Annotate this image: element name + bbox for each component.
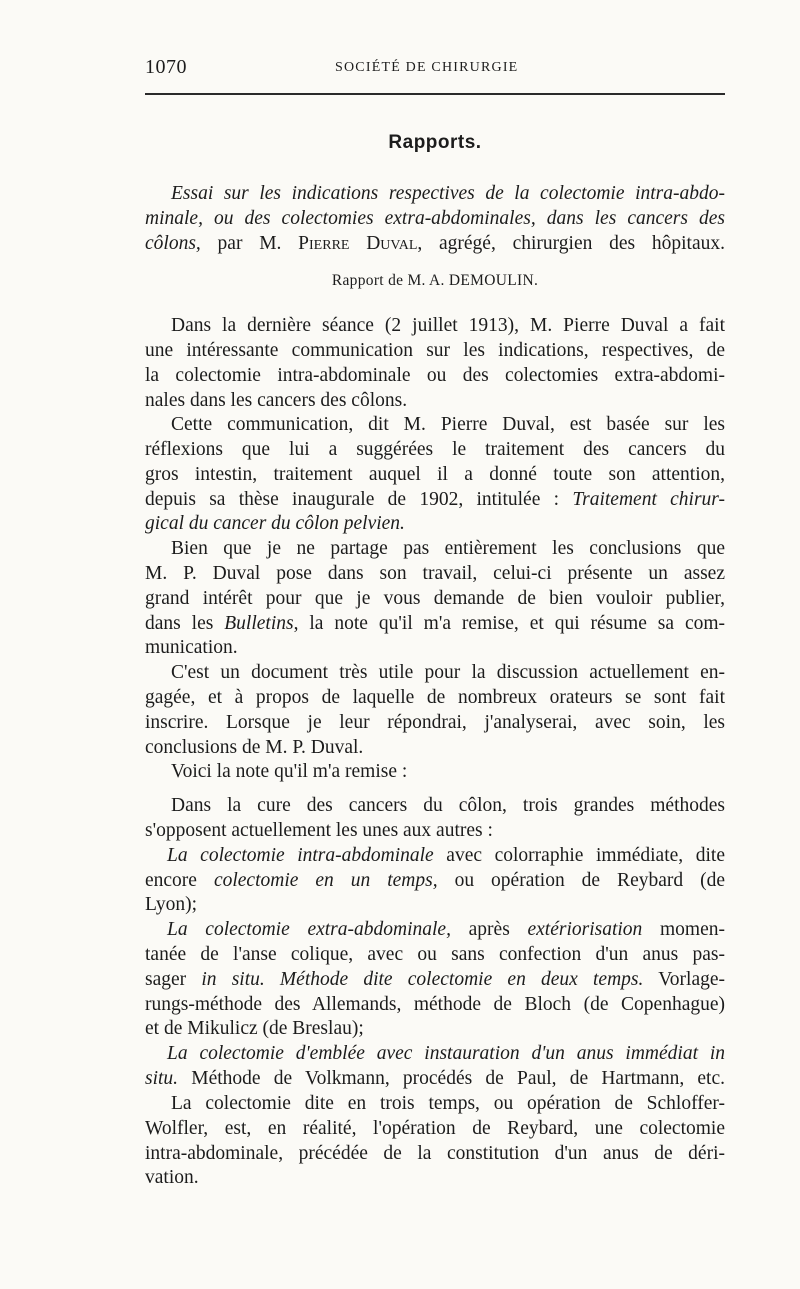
body-line: vation. bbox=[145, 1167, 199, 1188]
body-line: une intéressante communication sur les indications, respectives, de bbox=[145, 340, 725, 361]
body-fragment: depuis sa thèse inaugurale de 1902, intitulée : bbox=[145, 489, 573, 510]
body-fragment: , la note qu'il m'a remise, et qui résume sa com- bbox=[293, 613, 726, 634]
body-line: Wolfler, est, en réalité, l'opération de Reybard, une colectomie bbox=[145, 1118, 725, 1139]
method-line bbox=[145, 844, 725, 868]
section-title: Rapports. bbox=[388, 132, 482, 153]
body-line bbox=[145, 488, 725, 512]
method-line: et de Mikulicz (de Breslau); bbox=[145, 1018, 364, 1039]
body-fragment: après bbox=[450, 919, 528, 940]
body-line: C'est un document très utile pour la discussion actuellement en- bbox=[171, 662, 725, 683]
body-fragment: Vorlage- bbox=[643, 969, 725, 990]
body-line: grand intérêt pour que je vous demande de bien vouloir publier, bbox=[145, 588, 725, 609]
page-number: 1070 bbox=[145, 56, 187, 78]
method-term: in situ. Méthode dite colectomie en deux temps. bbox=[201, 969, 644, 990]
cited-title: Traitement chirur- bbox=[572, 489, 725, 510]
paper-title-line bbox=[145, 232, 725, 256]
body-line: M. P. Duval pose dans son travail, celui-ci présente un assez bbox=[145, 563, 725, 584]
body-line: réflexions que lui a suggérées le traitement des cancers du bbox=[145, 439, 725, 460]
paper-title-line: Essai sur les indications respectives de la colectomie intra-abdo- bbox=[171, 183, 725, 204]
cited-title-line: gical du cancer du côlon pelvien. bbox=[145, 513, 405, 534]
page-header bbox=[145, 56, 725, 84]
method-line: Lyon); bbox=[145, 894, 197, 915]
body-line: s'opposent actuellement les unes aux autres : bbox=[145, 820, 493, 841]
body-line: munication. bbox=[145, 637, 238, 658]
body-line: Dans la cure des cancers du côlon, trois grandes méthodes bbox=[171, 795, 725, 816]
body-line: gagée, et à propos de laquelle de nombreux orateurs se sont fait bbox=[145, 687, 725, 708]
body-line: la colectomie intra-abdominale ou des colectomies extra-abdomi- bbox=[145, 365, 725, 386]
body-line: Voici la note qu'il m'a remise : bbox=[171, 761, 408, 782]
method-term: situ. bbox=[145, 1068, 179, 1089]
body-fragment: Méthode de Volkmann, procédés de Paul, de Hartmann, etc. bbox=[178, 1068, 725, 1089]
method-name: La colectomie extra-abdominale, bbox=[167, 919, 451, 940]
body-line: Bien que je ne partage pas entièrement les conclusions que bbox=[171, 538, 725, 559]
method-line bbox=[145, 968, 725, 992]
body-line bbox=[145, 612, 725, 636]
paper-title-fragment: par M. bbox=[200, 233, 299, 254]
method-line bbox=[145, 869, 725, 893]
method-name: La colectomie intra-abdominale bbox=[167, 845, 434, 866]
running-head: SOCIÉTÉ DE CHIRURGIE bbox=[335, 60, 519, 75]
method-line bbox=[145, 1067, 725, 1091]
body-fragment: avec colorraphie immédiate, dite bbox=[433, 845, 725, 866]
method-line: tanée de l'anse colique, avec ou sans confection d'un anus pas- bbox=[145, 944, 725, 965]
header-rule bbox=[145, 93, 725, 95]
body-fragment: sager bbox=[145, 969, 202, 990]
paper-title-fragment: , agrégé, chirurgien des hôpitaux. bbox=[417, 233, 725, 254]
body-line: nales dans les cancers des côlons. bbox=[145, 390, 408, 411]
author-name: Pierre Duval bbox=[298, 233, 418, 254]
paper-title-line: minale, ou des colectomies extra-abdominales, dans les cancers des bbox=[145, 208, 725, 229]
body-line: intra-abdominale, précédée de la constitution d'un anus de déri- bbox=[145, 1143, 725, 1164]
body-line: inscrire. Lorsque je leur répondrai, j'analyserai, avec soin, les bbox=[145, 712, 725, 733]
body-line: conclusions de M. P. Duval. bbox=[145, 737, 364, 758]
report-attribution: Rapport de M. A. DEMOULIN. bbox=[331, 272, 539, 289]
body-fragment: momen- bbox=[642, 919, 725, 940]
body-fragment: encore bbox=[145, 870, 214, 891]
method-line bbox=[145, 918, 725, 942]
body-line: Cette communication, dit M. Pierre Duval, est basée sur les bbox=[171, 414, 725, 435]
body-fragment: dans les bbox=[145, 613, 225, 634]
method-name: colectomie en un temps, bbox=[213, 870, 438, 891]
body-line: Dans la dernière séance (2 juillet 1913), M. Pierre Duval a fait bbox=[171, 315, 725, 336]
body-line: La colectomie dite en trois temps, ou opération de Schloffer- bbox=[171, 1093, 725, 1114]
paper-title-fragment: côlons, bbox=[145, 233, 201, 254]
body-fragment: ou opération de Reybard (de bbox=[437, 870, 725, 891]
body-line: gros intestin, traitement auquel il a donné toute son attention, bbox=[145, 464, 725, 485]
bulletins-ref: Bulletins bbox=[224, 613, 294, 634]
method-line: rungs-méthode des Allemands, méthode de Bloch (de Copenhague) bbox=[145, 994, 725, 1015]
method-term: extériorisation bbox=[527, 919, 643, 940]
method-line: La colectomie d'emblée avec instauration d'un anus immédiat in bbox=[167, 1043, 725, 1064]
